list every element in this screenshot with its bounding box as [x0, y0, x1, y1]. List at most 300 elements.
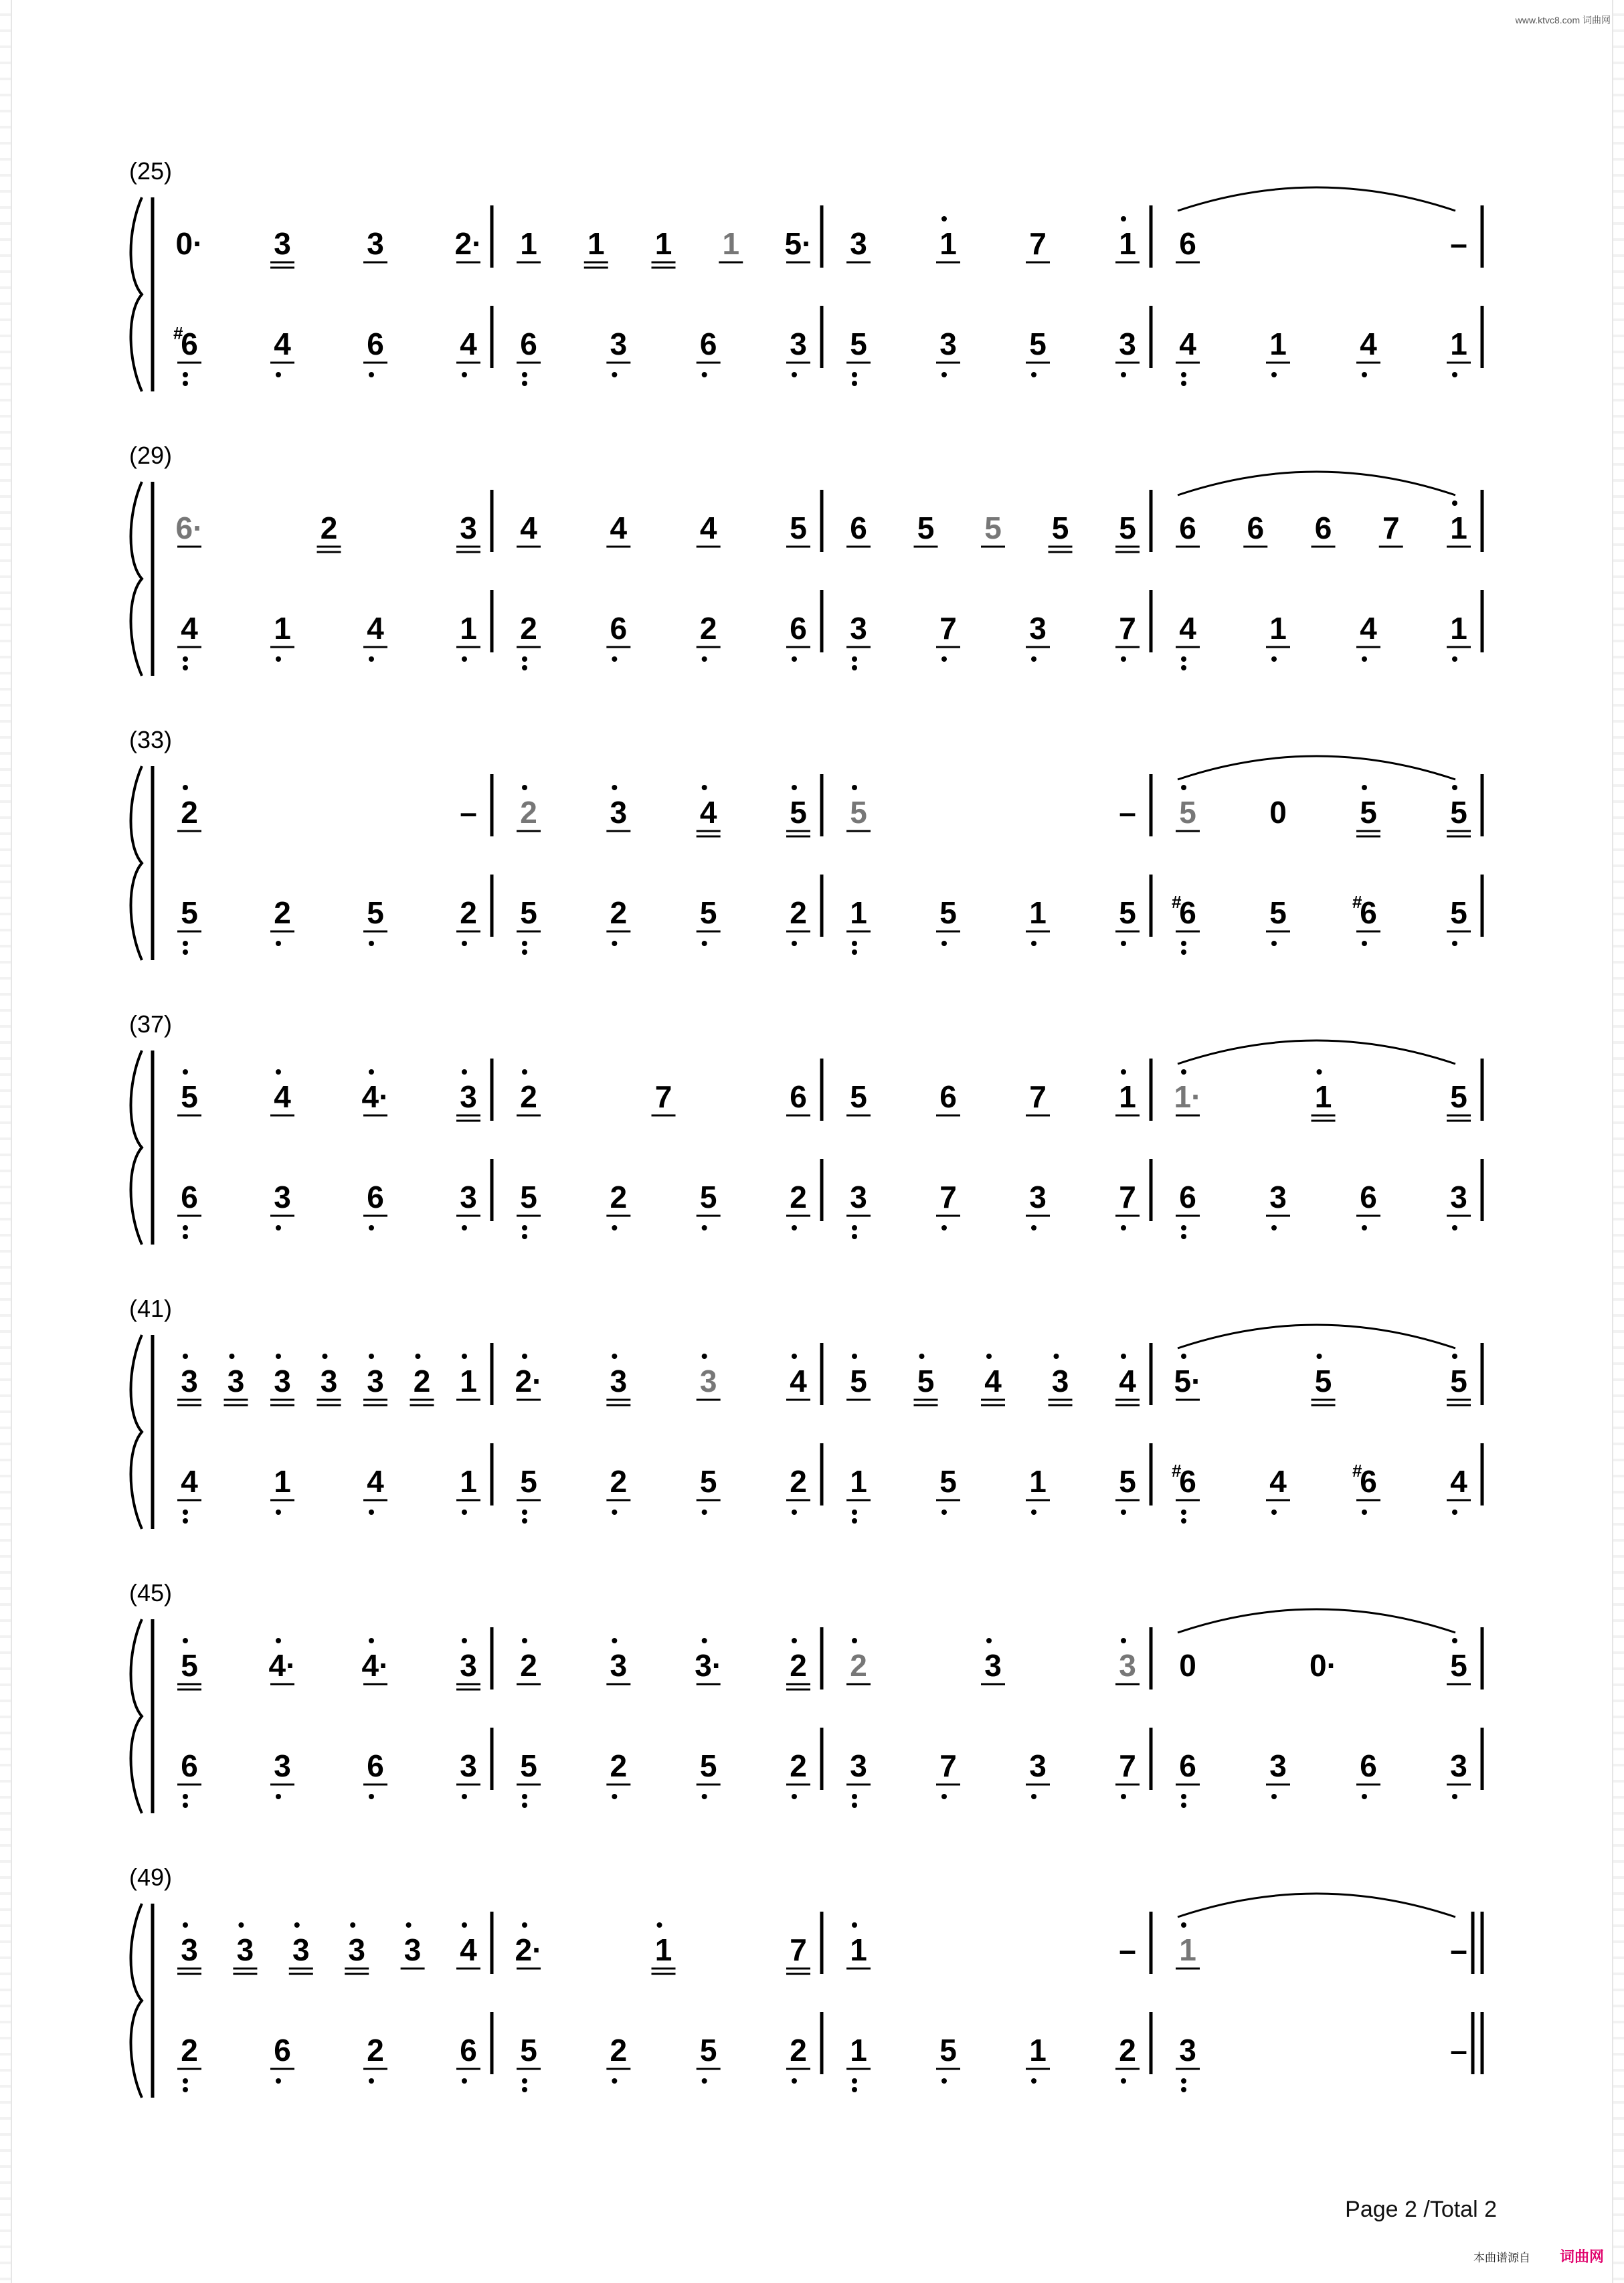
note: 1: [850, 1932, 867, 1967]
note: 4: [274, 1079, 291, 1114]
note: 1: [274, 1464, 291, 1499]
note: 1: [1269, 327, 1287, 361]
note: 3: [1029, 1748, 1047, 1783]
note: 4: [699, 795, 717, 830]
note: 3: [850, 1748, 867, 1783]
note: 2: [367, 2033, 384, 2068]
note: 6: [610, 611, 628, 646]
note: 3: [850, 1180, 867, 1214]
octave-dot: [1181, 949, 1186, 955]
octave-dot: [1452, 1510, 1457, 1515]
octave-dot: [522, 1225, 527, 1230]
octave-dot: [1362, 1794, 1367, 1799]
note: 4: [1360, 327, 1377, 361]
note: 5: [1119, 511, 1136, 545]
octave-dot: [1121, 1510, 1126, 1515]
octave-dot: [1121, 372, 1126, 377]
octave-dot: [612, 1638, 617, 1643]
octave-dot: [702, 1510, 707, 1515]
octave-dot: [612, 656, 617, 662]
note: 2: [790, 2033, 807, 2068]
note: 1: [722, 226, 740, 261]
octave-dot: [522, 381, 527, 386]
octave-dot: [183, 2087, 188, 2092]
note: 5: [939, 2033, 957, 2068]
note: 5: [984, 511, 1002, 545]
note: 1: [460, 1364, 477, 1398]
octave-dot: [1181, 1069, 1186, 1075]
octave-dot: [852, 372, 857, 377]
note: 1: [850, 895, 867, 930]
octave-dot: [1031, 941, 1036, 946]
note: 7: [654, 1079, 672, 1114]
octave-dot: [1317, 1354, 1322, 1359]
note: 1: [460, 1464, 477, 1499]
octave-dot: [522, 1803, 527, 1808]
note: 6: [1360, 1180, 1377, 1214]
note: 4: [520, 511, 537, 545]
note: 3: [460, 1180, 477, 1214]
sustain-dash: –: [1450, 2033, 1467, 2068]
octave-dot: [462, 1225, 467, 1230]
octave-dot: [406, 1922, 412, 1928]
note: 1: [1179, 1932, 1196, 1967]
octave-dot: [522, 665, 527, 670]
octave-dot: [852, 381, 857, 386]
octave-dot: [183, 1803, 188, 1808]
note: 6·: [175, 511, 203, 545]
octave-dot: [183, 1354, 188, 1359]
note: 5: [790, 511, 807, 545]
note: 7: [1382, 511, 1400, 545]
score-system: [129, 1579, 1482, 1813]
note: 4: [367, 611, 384, 646]
octave-dot: [612, 1510, 617, 1515]
note: 5: [1269, 895, 1287, 930]
note: 2: [413, 1364, 431, 1398]
note: 1: [520, 226, 537, 261]
octave-dot: [183, 1225, 188, 1230]
note: 1: [654, 226, 672, 261]
octave-dot: [1271, 1510, 1277, 1515]
note: 6: [181, 1180, 198, 1214]
octave-dot: [1121, 1354, 1126, 1359]
note: 3·: [695, 1648, 723, 1683]
octave-dot: [1181, 381, 1186, 386]
octave-dot: [852, 656, 857, 662]
note: 2: [610, 1464, 628, 1499]
octave-dot: [1181, 1518, 1186, 1524]
note: 2: [274, 895, 291, 930]
octave-dot: [183, 1638, 188, 1643]
note: 3: [1269, 1180, 1287, 1214]
octave-dot: [462, 372, 467, 377]
note: 5: [367, 895, 384, 930]
note: 6: [520, 327, 537, 361]
note: 4: [1360, 611, 1377, 646]
note: 3: [610, 327, 628, 361]
octave-dot: [1181, 785, 1186, 790]
octave-dot: [612, 1354, 617, 1359]
octave-dot: [522, 656, 527, 662]
octave-dot: [1181, 2078, 1186, 2084]
note: 5: [1119, 895, 1136, 930]
octave-dot: [522, 1922, 527, 1928]
octave-dot: [183, 1510, 188, 1515]
note: 4: [274, 327, 291, 361]
octave-dot: [462, 1794, 467, 1799]
octave-dot: [369, 1510, 374, 1515]
octave-dot: [1121, 1225, 1126, 1230]
note: 0·: [1310, 1648, 1337, 1683]
note: 6: [1179, 226, 1196, 261]
note: 4: [367, 1464, 384, 1499]
note: 3: [460, 1079, 477, 1114]
sharp-sign: #: [1172, 1461, 1182, 1481]
octave-dot: [792, 656, 797, 662]
sharp-sign: #: [1172, 892, 1182, 912]
octave-dot: [986, 1354, 992, 1359]
octave-dot: [1181, 665, 1186, 670]
note: 3: [460, 1648, 477, 1683]
note: 3: [274, 1748, 291, 1783]
octave-dot: [276, 1794, 281, 1799]
octave-dot: [702, 1354, 707, 1359]
note: 3: [274, 1364, 291, 1398]
note: 5: [939, 895, 957, 930]
octave-dot: [462, 1354, 467, 1359]
grand-staff-brace: [131, 1619, 143, 1813]
note: 4: [984, 1364, 1002, 1398]
octave-dot: [183, 1069, 188, 1075]
octave-dot: [369, 656, 374, 662]
note: 6: [1179, 511, 1196, 545]
note: 4: [610, 511, 628, 545]
octave-dot: [1121, 1794, 1126, 1799]
octave-dot: [416, 1354, 421, 1359]
note: 5: [1119, 1464, 1136, 1499]
octave-dot: [792, 941, 797, 946]
octave-dot: [852, 1638, 857, 1643]
octave-dot: [1031, 1510, 1036, 1515]
note: 2: [181, 795, 198, 830]
octave-dot: [1121, 2078, 1126, 2084]
note: 5: [520, 1180, 537, 1214]
note: 2: [790, 1648, 807, 1683]
sharp-sign: #: [1352, 892, 1362, 912]
octave-dot: [792, 785, 797, 790]
note: 5: [520, 2033, 537, 2068]
slur: [1178, 472, 1455, 495]
octave-dot: [522, 1518, 527, 1524]
octave-dot: [183, 1234, 188, 1239]
sustain-dash: –: [460, 795, 477, 830]
octave-dot: [183, 2078, 188, 2084]
note: 2: [1119, 2033, 1136, 2068]
note: 5: [181, 1648, 198, 1683]
note: 3: [610, 1364, 628, 1398]
note: 5: [699, 895, 717, 930]
note: 4: [460, 327, 477, 361]
note: 1: [654, 1932, 672, 1967]
note: 3: [984, 1648, 1002, 1683]
octave-dot: [183, 949, 188, 955]
note: 3: [1450, 1748, 1467, 1783]
note: 4: [1269, 1464, 1287, 1499]
octave-dot: [230, 1354, 235, 1359]
octave-dot: [1181, 941, 1186, 946]
note: 1: [1450, 511, 1467, 545]
octave-dot: [1181, 372, 1186, 377]
note: 3: [1450, 1180, 1467, 1214]
octave-dot: [941, 1794, 947, 1799]
octave-dot: [1181, 1794, 1186, 1799]
sharp-sign: #: [173, 323, 183, 343]
note: 5: [1051, 511, 1069, 545]
note: 1: [939, 226, 957, 261]
note: 4: [1179, 327, 1196, 361]
octave-dot: [852, 1225, 857, 1230]
note: 7: [790, 1932, 807, 1967]
note: 5: [699, 1180, 717, 1214]
octave-dot: [369, 2078, 374, 2084]
footer-logo: 词曲网: [1559, 2248, 1604, 2265]
note: 6: [790, 611, 807, 646]
note: 5: [850, 1364, 867, 1398]
note: 5: [699, 1464, 717, 1499]
octave-dot: [1181, 656, 1186, 662]
note: 3: [460, 511, 477, 545]
note: 7: [1029, 226, 1047, 261]
octave-dot: [612, 1225, 617, 1230]
note: 3: [699, 1364, 717, 1398]
note: 5: [520, 1748, 537, 1783]
note: 1: [1029, 895, 1047, 930]
grand-staff-brace: [131, 1335, 143, 1529]
slur: [1178, 1609, 1455, 1633]
note: 1: [274, 611, 291, 646]
note: 1: [1029, 1464, 1047, 1499]
octave-dot: [852, 1794, 857, 1799]
octave-dot: [852, 665, 857, 670]
note: 4: [181, 1464, 198, 1499]
grand-staff-brace: [131, 1904, 143, 2098]
note: 5: [181, 1079, 198, 1114]
octave-dot: [792, 372, 797, 377]
note: 6: [850, 511, 867, 545]
octave-dot: [852, 2078, 857, 2084]
note: 3: [181, 1364, 198, 1398]
note: 6: [1247, 511, 1265, 545]
note: 5: [1360, 795, 1377, 830]
octave-dot: [1271, 941, 1277, 946]
octave-dot: [276, 941, 281, 946]
octave-dot: [1452, 1354, 1457, 1359]
note: 6: [367, 1180, 384, 1214]
octave-dot: [792, 1510, 797, 1515]
octave-dot: [369, 1225, 374, 1230]
octave-dot: [522, 785, 527, 790]
note: 6: [181, 327, 198, 361]
note: 3: [367, 226, 384, 261]
octave-dot: [941, 1510, 947, 1515]
note: 2: [610, 1748, 628, 1783]
octave-dot: [1181, 1803, 1186, 1808]
octave-dot: [1362, 656, 1367, 662]
octave-dot: [612, 785, 617, 790]
note: 2: [520, 795, 537, 830]
note: 2: [790, 895, 807, 930]
note: 3: [236, 1932, 254, 1967]
note: 1: [1450, 327, 1467, 361]
note: 5: [939, 1464, 957, 1499]
octave-dot: [1452, 1638, 1457, 1643]
note: 1: [850, 1464, 867, 1499]
note: 1: [587, 226, 605, 261]
octave-dot: [1452, 656, 1457, 662]
note: 4: [460, 1932, 477, 1967]
note: 1: [1029, 2033, 1047, 2068]
octave-dot: [1031, 1794, 1036, 1799]
note: 0·: [175, 226, 203, 261]
octave-dot: [1452, 1225, 1457, 1230]
measure-number-label: (45): [129, 1579, 173, 1607]
score-system: [129, 1863, 1482, 2098]
octave-dot: [1054, 1354, 1059, 1359]
note: 6: [1179, 1464, 1196, 1499]
note: 1: [1119, 1079, 1136, 1114]
octave-dot: [852, 1234, 857, 1239]
note: 6: [367, 1748, 384, 1783]
octave-dot: [1452, 941, 1457, 946]
octave-dot: [276, 1510, 281, 1515]
octave-dot: [1271, 372, 1277, 377]
octave-dot: [852, 941, 857, 946]
octave-dot: [702, 372, 707, 377]
octave-dot: [1271, 1225, 1277, 1230]
note: 3: [403, 1932, 422, 1967]
note: 1·: [1174, 1079, 1202, 1114]
measure-number-label: (37): [129, 1010, 173, 1038]
note: 2: [699, 611, 717, 646]
page-number: Page 2 /Total 2: [1345, 2197, 1497, 2222]
octave-dot: [852, 1518, 857, 1524]
octave-dot: [276, 1225, 281, 1230]
note: 7: [1119, 1748, 1136, 1783]
octave-dot: [1271, 656, 1277, 662]
note: 6: [1179, 1180, 1196, 1214]
octave-dot: [183, 665, 188, 670]
note: 5: [1179, 795, 1196, 830]
octave-dot: [276, 656, 281, 662]
octave-dot: [612, 372, 617, 377]
octave-dot: [612, 1794, 617, 1799]
octave-dot: [369, 941, 374, 946]
note: 5: [1314, 1364, 1332, 1398]
octave-dot: [1121, 1069, 1126, 1075]
octave-dot: [462, 941, 467, 946]
octave-dot: [1031, 1225, 1036, 1230]
note: 3: [367, 1364, 384, 1398]
octave-dot: [183, 1518, 188, 1524]
octave-dot: [941, 1225, 947, 1230]
note: 0: [1269, 795, 1287, 830]
octave-dot: [702, 1225, 707, 1230]
note: 3: [1119, 327, 1136, 361]
octave-dot: [1181, 1922, 1186, 1928]
octave-dot: [522, 1794, 527, 1799]
sustain-dash: –: [1119, 795, 1136, 830]
octave-dot: [986, 1638, 992, 1643]
note: 7: [939, 1180, 957, 1214]
octave-dot: [1031, 656, 1036, 662]
octave-dot: [276, 1638, 281, 1643]
note: 5: [1450, 1648, 1467, 1683]
note: 5: [1450, 1079, 1467, 1114]
note: 4: [1179, 611, 1196, 646]
note: 2: [520, 1079, 537, 1114]
octave-dot: [183, 941, 188, 946]
note: 1: [1314, 1079, 1332, 1114]
note: 4: [1450, 1464, 1467, 1499]
octave-dot: [522, 949, 527, 955]
measure-number-label: (49): [129, 1863, 173, 1891]
sustain-dash: –: [1450, 1932, 1467, 1967]
note: 5: [520, 895, 537, 930]
octave-dot: [183, 372, 188, 377]
measure-number-label: (41): [129, 1295, 173, 1322]
octave-dot: [1031, 2078, 1036, 2084]
note: 4·: [361, 1079, 389, 1114]
note: 3: [790, 327, 807, 361]
octave-dot: [657, 1922, 662, 1928]
note: 3: [610, 795, 628, 830]
note: 3: [1029, 1180, 1047, 1214]
octave-dot: [1362, 1225, 1367, 1230]
note: 2: [790, 1748, 807, 1783]
note: 2·: [454, 226, 482, 261]
note: 7: [939, 1748, 957, 1783]
octave-dot: [276, 372, 281, 377]
octave-dot: [702, 2078, 707, 2084]
octave-dot: [919, 1354, 925, 1359]
octave-dot: [941, 2078, 947, 2084]
slur: [1178, 187, 1455, 211]
note: 3: [1051, 1364, 1069, 1398]
note: 6: [181, 1748, 198, 1783]
slur: [1178, 1894, 1455, 1917]
note: 5: [850, 327, 867, 361]
note: 4: [181, 611, 198, 646]
octave-dot: [1031, 372, 1036, 377]
note: 1: [1450, 611, 1467, 646]
note: 6: [1314, 511, 1332, 545]
score-system: [129, 726, 1482, 960]
note: 2: [610, 895, 628, 930]
octave-dot: [522, 941, 527, 946]
octave-dot: [276, 2078, 281, 2084]
octave-dot: [369, 1069, 374, 1075]
note: 3: [348, 1932, 365, 1967]
octave-dot: [462, 1510, 467, 1515]
grand-staff-brace: [131, 1051, 143, 1245]
octave-dot: [276, 1354, 281, 1359]
score-system: [129, 157, 1482, 391]
note: 3: [850, 611, 867, 646]
octave-dot: [1181, 2087, 1186, 2092]
note: 5·: [1174, 1364, 1202, 1398]
note: 2: [610, 2033, 628, 2068]
